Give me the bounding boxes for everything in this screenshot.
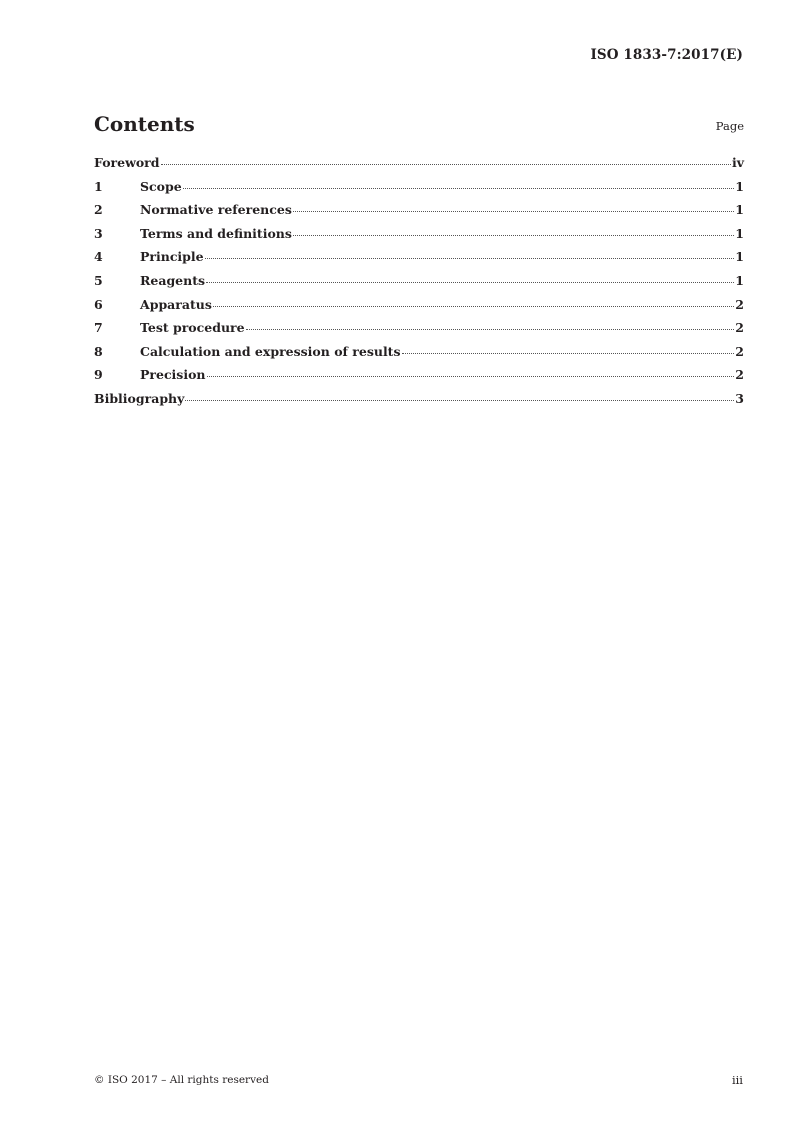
toc-dot-leader [207,375,735,377]
toc-entry-title: Apparatus [140,296,212,312]
toc-entry-number: 4 [94,249,103,265]
table-of-contents [94,155,744,415]
document-id: ISO 1833-7:2017(E) [590,47,743,63]
toc-entry-page: 1 [735,272,744,288]
toc-entry-page: 1 [735,178,744,194]
toc-entry-number: 1 [94,178,103,194]
toc-entry[interactable] [94,367,744,391]
toc-entry-page: 3 [735,390,744,406]
toc-entry-page: iv [731,155,744,170]
toc-entry-title: Precision [140,367,206,383]
toc-entry[interactable] [94,297,744,321]
page-number: iii [731,1073,743,1087]
toc-dot-leader [161,163,731,165]
toc-dot-leader [293,210,734,212]
toc-dot-leader [185,399,734,401]
toc-entry-page: 2 [735,367,744,383]
toc-entry-title: Scope [140,178,182,194]
contents-title: Contents [94,112,195,136]
contents-header [94,112,744,138]
toc-entry-page: 2 [735,320,744,336]
toc-entry-page: 1 [735,225,744,241]
toc-entry-number: 9 [94,367,103,383]
toc-entry[interactable] [94,226,744,250]
toc-entry-page: 1 [735,249,744,265]
toc-entry[interactable] [94,344,744,368]
toc-entry-number: 3 [94,225,103,241]
toc-entry-number: 5 [94,272,103,288]
toc-entry[interactable] [94,249,744,273]
toc-entry[interactable] [94,391,744,415]
toc-dot-leader [205,257,735,259]
toc-entry-title: Calculation and expression of results [140,343,401,359]
toc-entry-title: Foreword [94,155,160,170]
toc-entry-number: 8 [94,343,103,359]
toc-entry[interactable] [94,202,744,226]
toc-entry-number: 7 [94,320,103,336]
toc-entry[interactable] [94,155,744,179]
toc-dot-leader [183,187,735,189]
toc-entry-number: 6 [94,296,103,312]
toc-entry-title: Terms and definitions [140,225,292,241]
toc-entry[interactable] [94,320,744,344]
toc-entry[interactable] [94,179,744,203]
toc-entry-page: 2 [735,296,744,312]
toc-dot-leader [213,305,734,307]
toc-entry-title: Test procedure [140,320,245,336]
toc-dot-leader [402,352,735,354]
toc-dot-leader [293,234,734,236]
toc-entry-page: 2 [735,343,744,359]
toc-dot-leader [206,281,734,283]
toc-dot-leader [246,328,735,330]
copyright-notice: © ISO 2017 – All rights reserved [94,1074,269,1086]
toc-entry-title: Principle [140,249,204,265]
toc-entry-number: 2 [94,202,103,218]
toc-entry-page: 1 [735,202,744,218]
toc-entry[interactable] [94,273,744,297]
toc-entry-title: Reagents [140,272,206,288]
page-column-label: Page [715,119,744,133]
toc-entry-title: Bibliography [94,390,185,406]
toc-entry-title: Normative references [140,202,292,218]
